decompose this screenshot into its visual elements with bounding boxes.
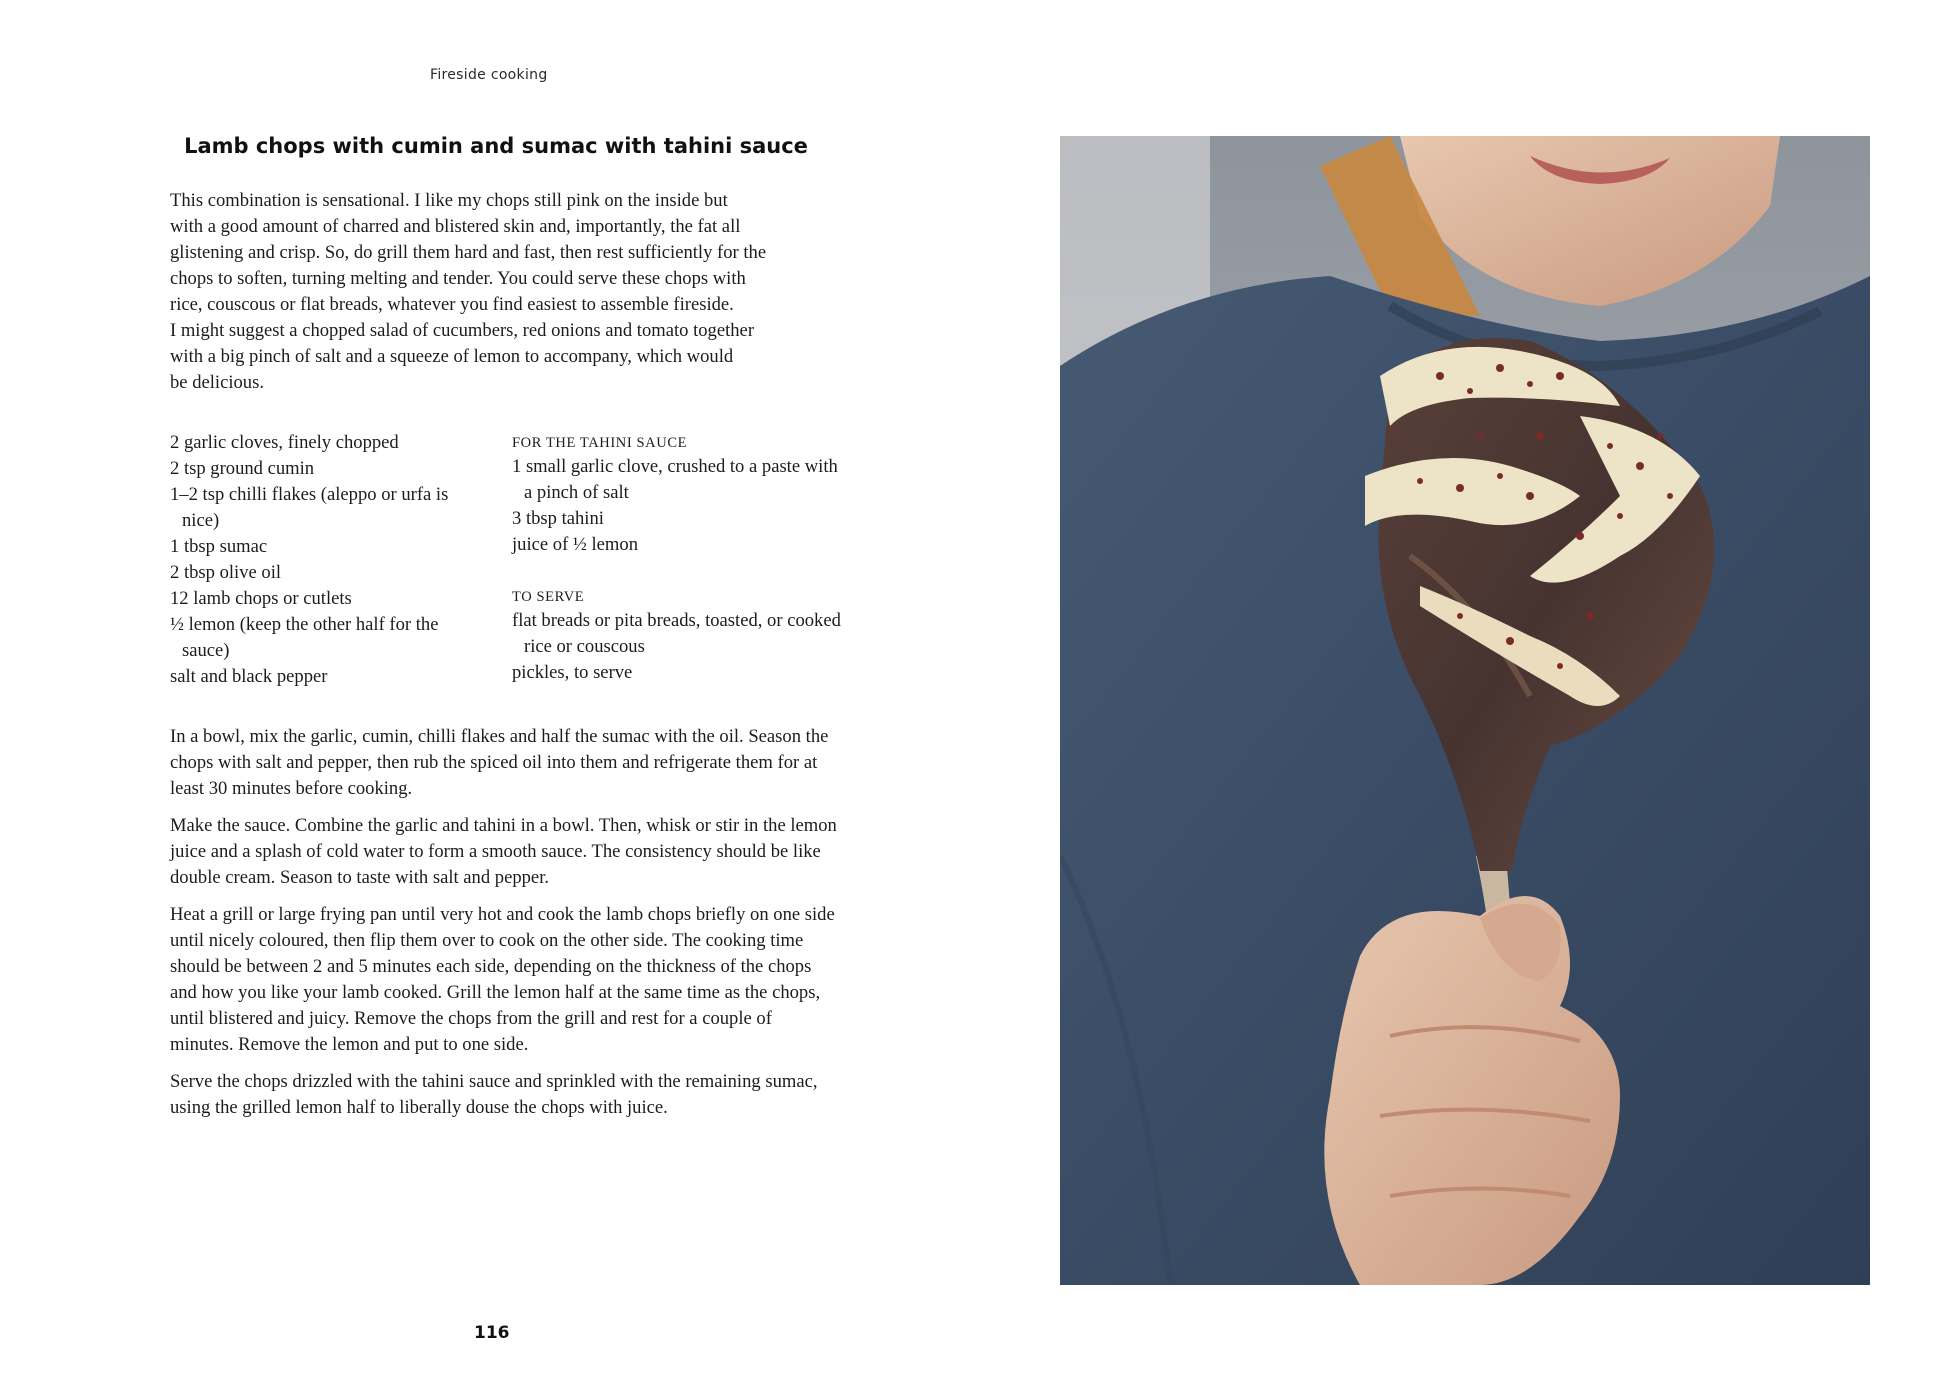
recipe-intro — [170, 188, 838, 396]
ingredient-list — [170, 430, 470, 690]
intro-line: with a big pinch of salt and a squeeze of lemon to accompany, which would — [170, 346, 734, 367]
serve-item: pickles, to serve — [512, 662, 633, 683]
recipe-photo — [1060, 136, 1870, 1285]
sauce-heading: FOR THE TAHINI SAUCE — [512, 435, 688, 451]
sauce-item: 3 tbsp tahini — [512, 508, 604, 529]
intro-line: I might suggest a chopped salad of cucumbers, red onions and tomato together — [170, 320, 755, 341]
intro-line: rice, couscous or flat breads, whatever you find easiest to assemble fireside. — [170, 294, 734, 315]
ingredient-item: 1 tbsp sumac — [170, 536, 268, 557]
ingredient-item: ½ lemon (keep the other half for the sauce) — [170, 614, 439, 661]
intro-line: This combination is sensational. I like my chops still pink on the inside but — [170, 190, 728, 211]
ingredient-item: 12 lamb chops or cutlets — [170, 588, 352, 609]
method-step: Make the sauce. Combine the garlic and tahini in a bowl. Then, whisk or stir in the lemon juice and a splash of cold water to form a smooth sauce. The consistency should be like double cream. Season to taste with salt and pepper. — [170, 815, 837, 888]
method-step: Serve the chops drizzled with the tahini sauce and sprinkled with the remaining sumac, using the grilled lemon half to liberally douse the chops with juice. — [170, 1071, 818, 1118]
ingredient-item: 2 tsp ground cumin — [170, 458, 315, 479]
ingredient-item: salt and black pepper — [170, 666, 328, 687]
sauce-item: 1 small garlic clove, crushed to a paste with a pinch of salt — [512, 456, 838, 503]
page-number: 116 — [474, 1323, 510, 1343]
recipe-title: Lamb chops with cumin and sumac with tahini sauce — [184, 134, 808, 158]
method-step: Heat a grill or large frying pan until very hot and cook the lamb chops briefly on one side until nicely coloured, then flip them over to cook on the other side. The cooking time should be between 2 and 5 minutes each side, depending on the thickness of the chops and how you like your lamb cooked. Grill the lemon half at the same time as the chops, until blistered and juicy. Remove the chops from the grill and rest for a couple of minutes. Remove the lemon and put to one side. — [170, 904, 835, 1055]
intro-line: with a good amount of charred and blistered skin and, importantly, the fat all — [170, 216, 741, 237]
spacer — [512, 558, 842, 584]
method-step: In a bowl, mix the garlic, cumin, chilli flakes and half the sumac with the oil. Season the chops with salt and pepper, then rub the spiced oil into them and refrigerate them for at least 30 minutes before cooking. — [170, 726, 829, 799]
photo-illustration — [1060, 136, 1870, 1285]
ingredient-item: 2 tbsp olive oil — [170, 562, 282, 583]
method-section — [170, 724, 840, 1132]
intro-line: chops to soften, turning melting and tender. You could serve these chops with — [170, 268, 746, 289]
ingredient-item: 1–2 tsp chilli flakes (aleppo or urfa is nice) — [170, 484, 449, 531]
sauce-and-serving-list — [512, 430, 842, 686]
ingredient-item: 2 garlic cloves, finely chopped — [170, 432, 399, 453]
running-head: Fireside cooking — [430, 67, 548, 83]
serve-heading: TO SERVE — [512, 589, 585, 605]
intro-line: be delicious. — [170, 372, 264, 393]
intro-line: glistening and crisp. So, do grill them hard and fast, then rest sufficiently for the — [170, 242, 767, 263]
serve-item: flat breads or pita breads, toasted, or cooked rice or couscous — [512, 610, 841, 657]
sauce-item: juice of ½ lemon — [512, 534, 638, 555]
